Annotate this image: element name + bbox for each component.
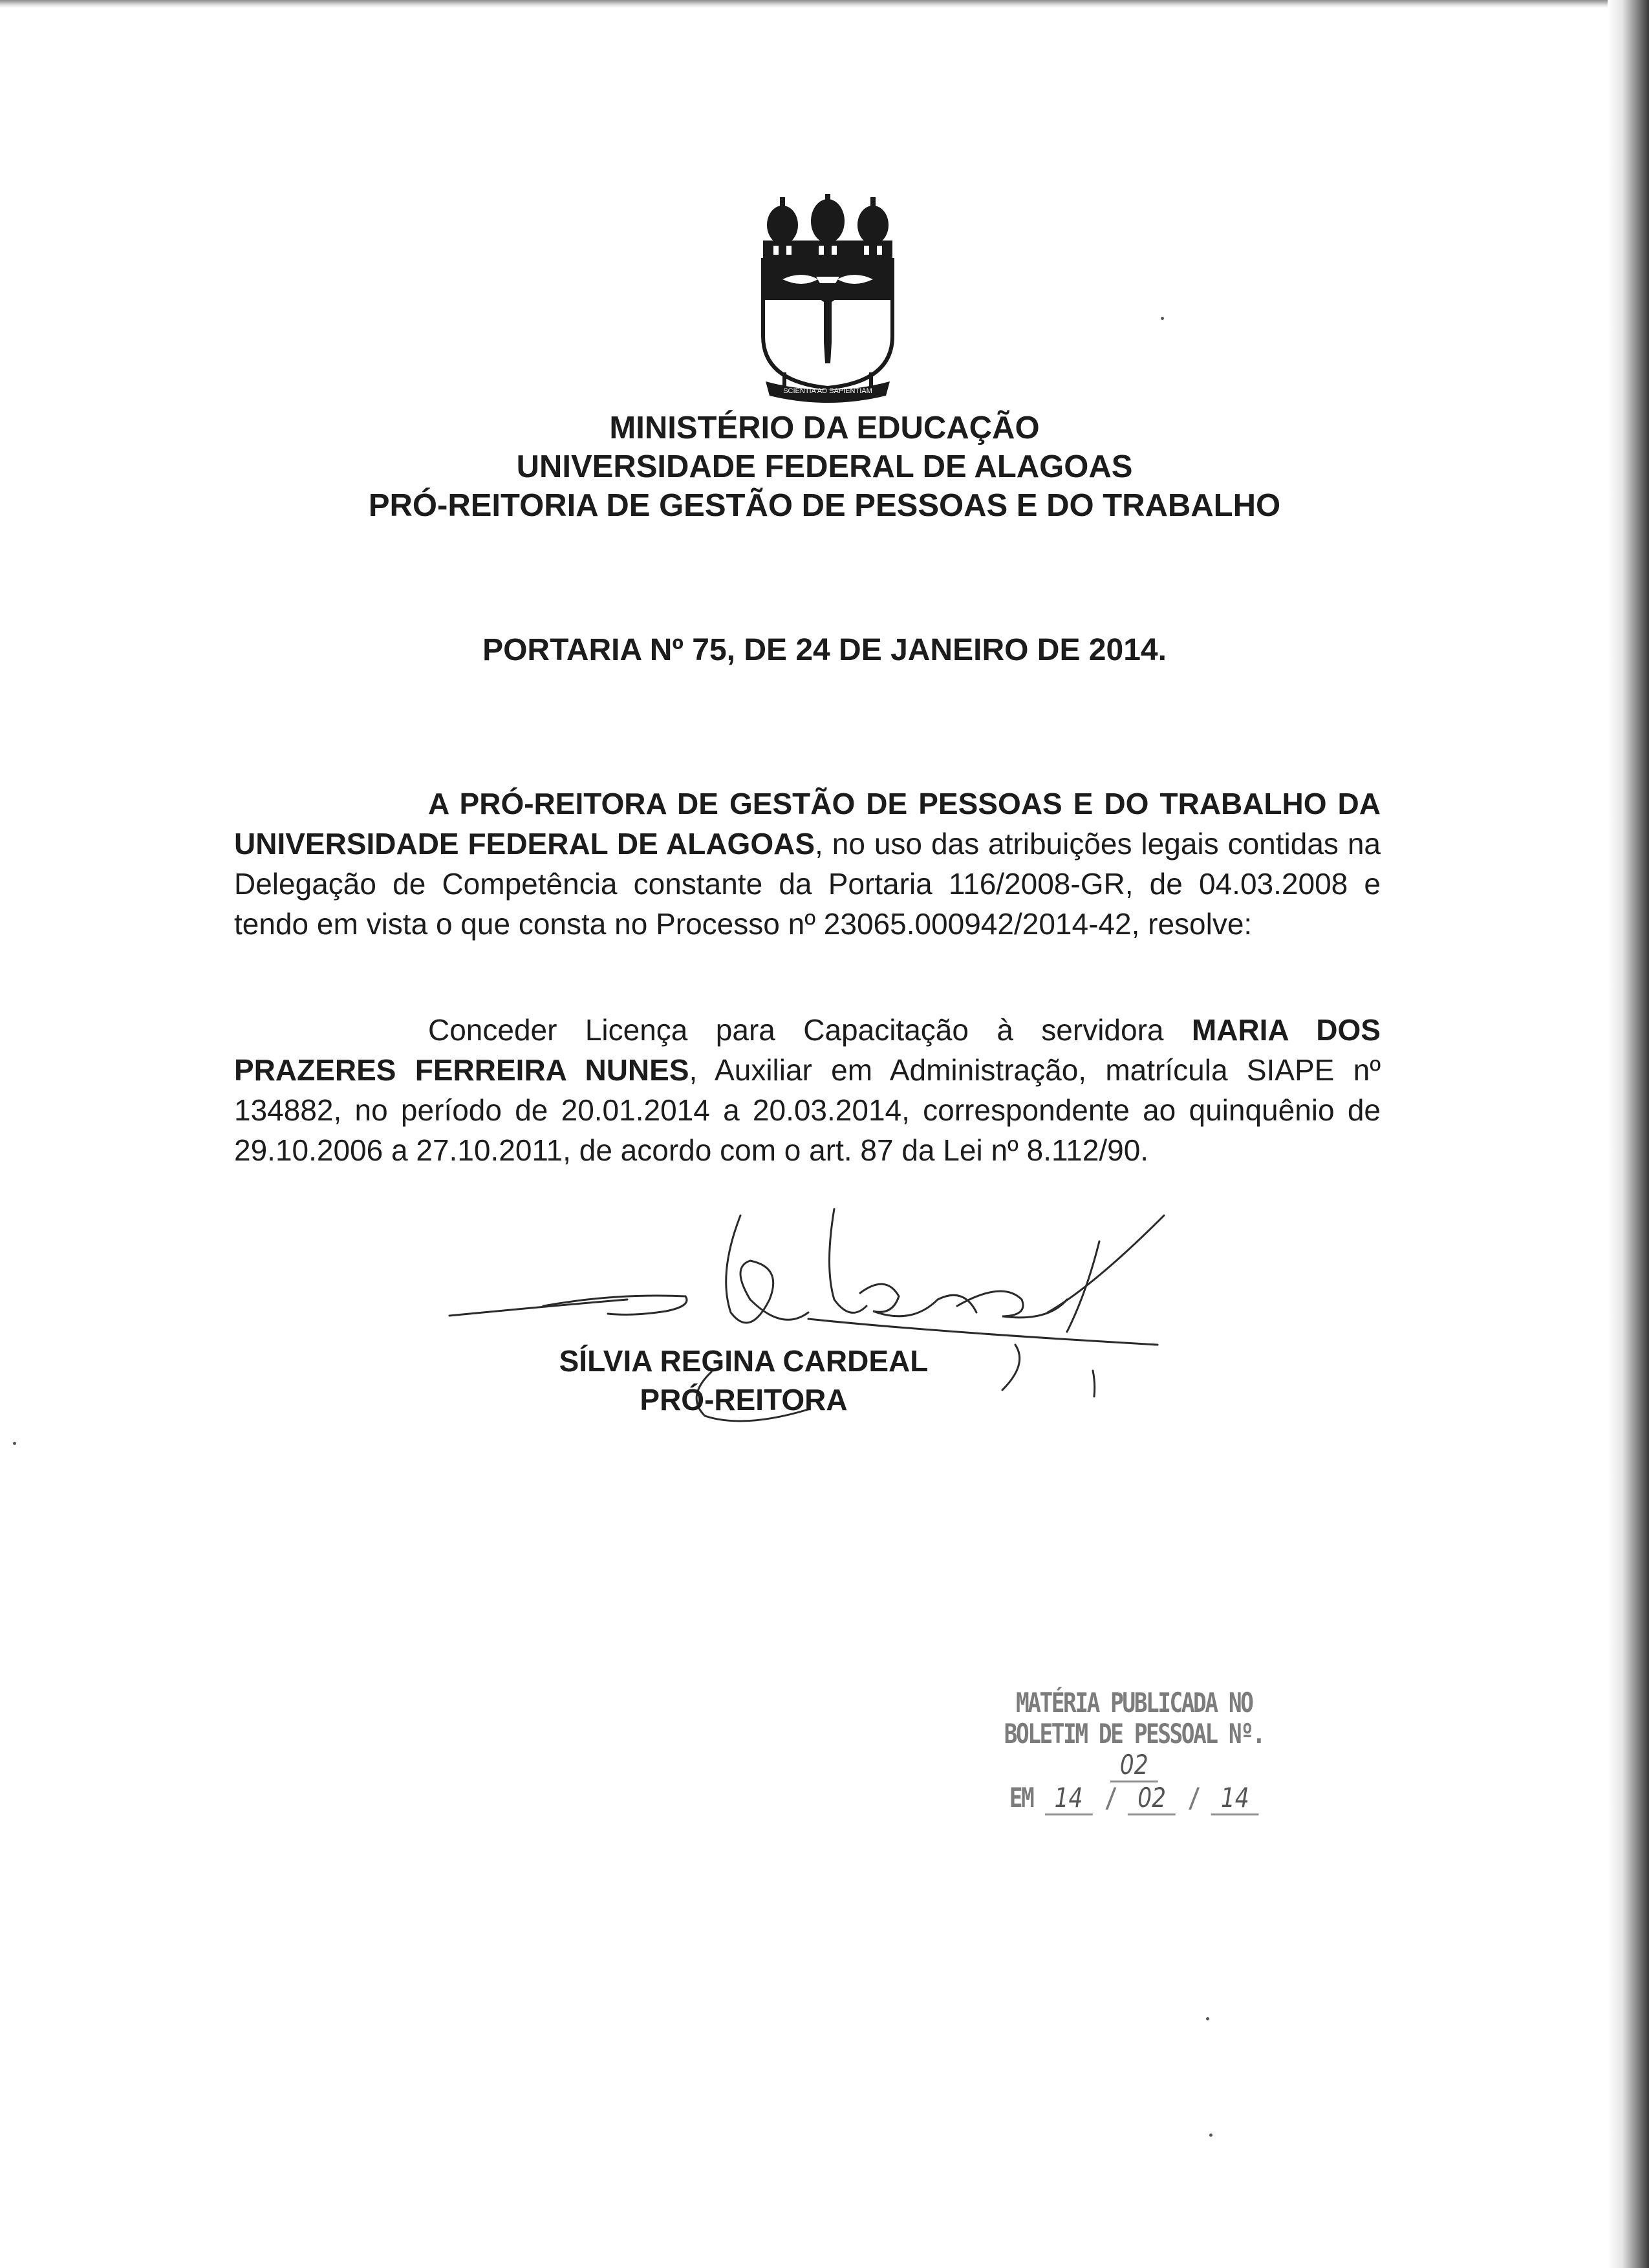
resolution-text: , Auxiliar em Administração, matrícula SIAPE nº 134882, no período de 20.01.2014 a 20.03.2014, correspondente ao quinquênio de 29.10.2006 a 27.10.2011, de acordo com o art. 87 da Lei nº 8.112/90. (234, 1053, 1381, 1167)
stamp-date-label: EM (1009, 1782, 1033, 1813)
ordinance-title: PORTARIA Nº 75, DE 24 DE JANEIRO DE 2014. (482, 633, 1167, 667)
ministry-name: MINISTÉRIO DA EDUCAÇÃO (609, 411, 1040, 445)
stamp-month: 02 (1128, 1782, 1176, 1815)
university-name: UNIVERSIDADE FEDERAL DE ALAGOAS (516, 449, 1133, 484)
scan-edge-top (0, 0, 1649, 8)
stamp-line-3: EM 14 / 02 / 14 (983, 1782, 1285, 1815)
signer-role: PRÓ-REITORA (640, 1383, 848, 1417)
stamp-bulletin-number: 02 (1110, 1749, 1158, 1782)
office-name: PRÓ-REITORIA DE GESTÃO DE PESSOAS E DO TRABALHO (368, 488, 1281, 523)
scan-speck (13, 1442, 16, 1445)
stamp-day: 14 (1045, 1782, 1093, 1815)
document-header (259, 409, 1390, 525)
signer-block (388, 1342, 1099, 1419)
scan-speck (1206, 2017, 1209, 2020)
resolution-lead: Conceder Licença para Capacitação à servidora (428, 1013, 1192, 1047)
preamble-paragraph (234, 784, 1381, 944)
scan-edge-right (1608, 0, 1649, 2268)
stamp-line-1: MATÉRIA PUBLICADA NO (1015, 1687, 1253, 1718)
signer-name: SÍLVIA REGINA CARDEAL (559, 1344, 929, 1378)
ufal-crest-icon (757, 194, 899, 407)
publication-stamp (983, 1687, 1285, 1815)
preamble-text: , no uso das atribuições legais contidas na Delegação de Competência constante da Portaria 116/2008-GR, de 04.03.2008 e tendo em vista o que consta no Processo nº 23065.000942/2014-42, resolve: (234, 827, 1381, 941)
employee-name: MARIA DOS PRAZERES FERREIRA NUNES (234, 1013, 1381, 1087)
scan-speck (1161, 317, 1164, 320)
stamp-year: 14 (1211, 1782, 1259, 1815)
preamble-authority: A PRÓ-REITORA DE GESTÃO DE PESSOAS E DO TRABALHO DA UNIVERSIDADE FEDERAL DE ALAGOAS (234, 787, 1381, 861)
stamp-bulletin-label: BOLETIM DE PESSOAL Nº. (1004, 1718, 1264, 1749)
stamp-line-2 (983, 1718, 1285, 1782)
scan-speck (1209, 2134, 1212, 2137)
crest-motto: SCIENTIA AD SAPIENTIAM (783, 387, 872, 395)
resolution-paragraph (234, 1010, 1381, 1170)
